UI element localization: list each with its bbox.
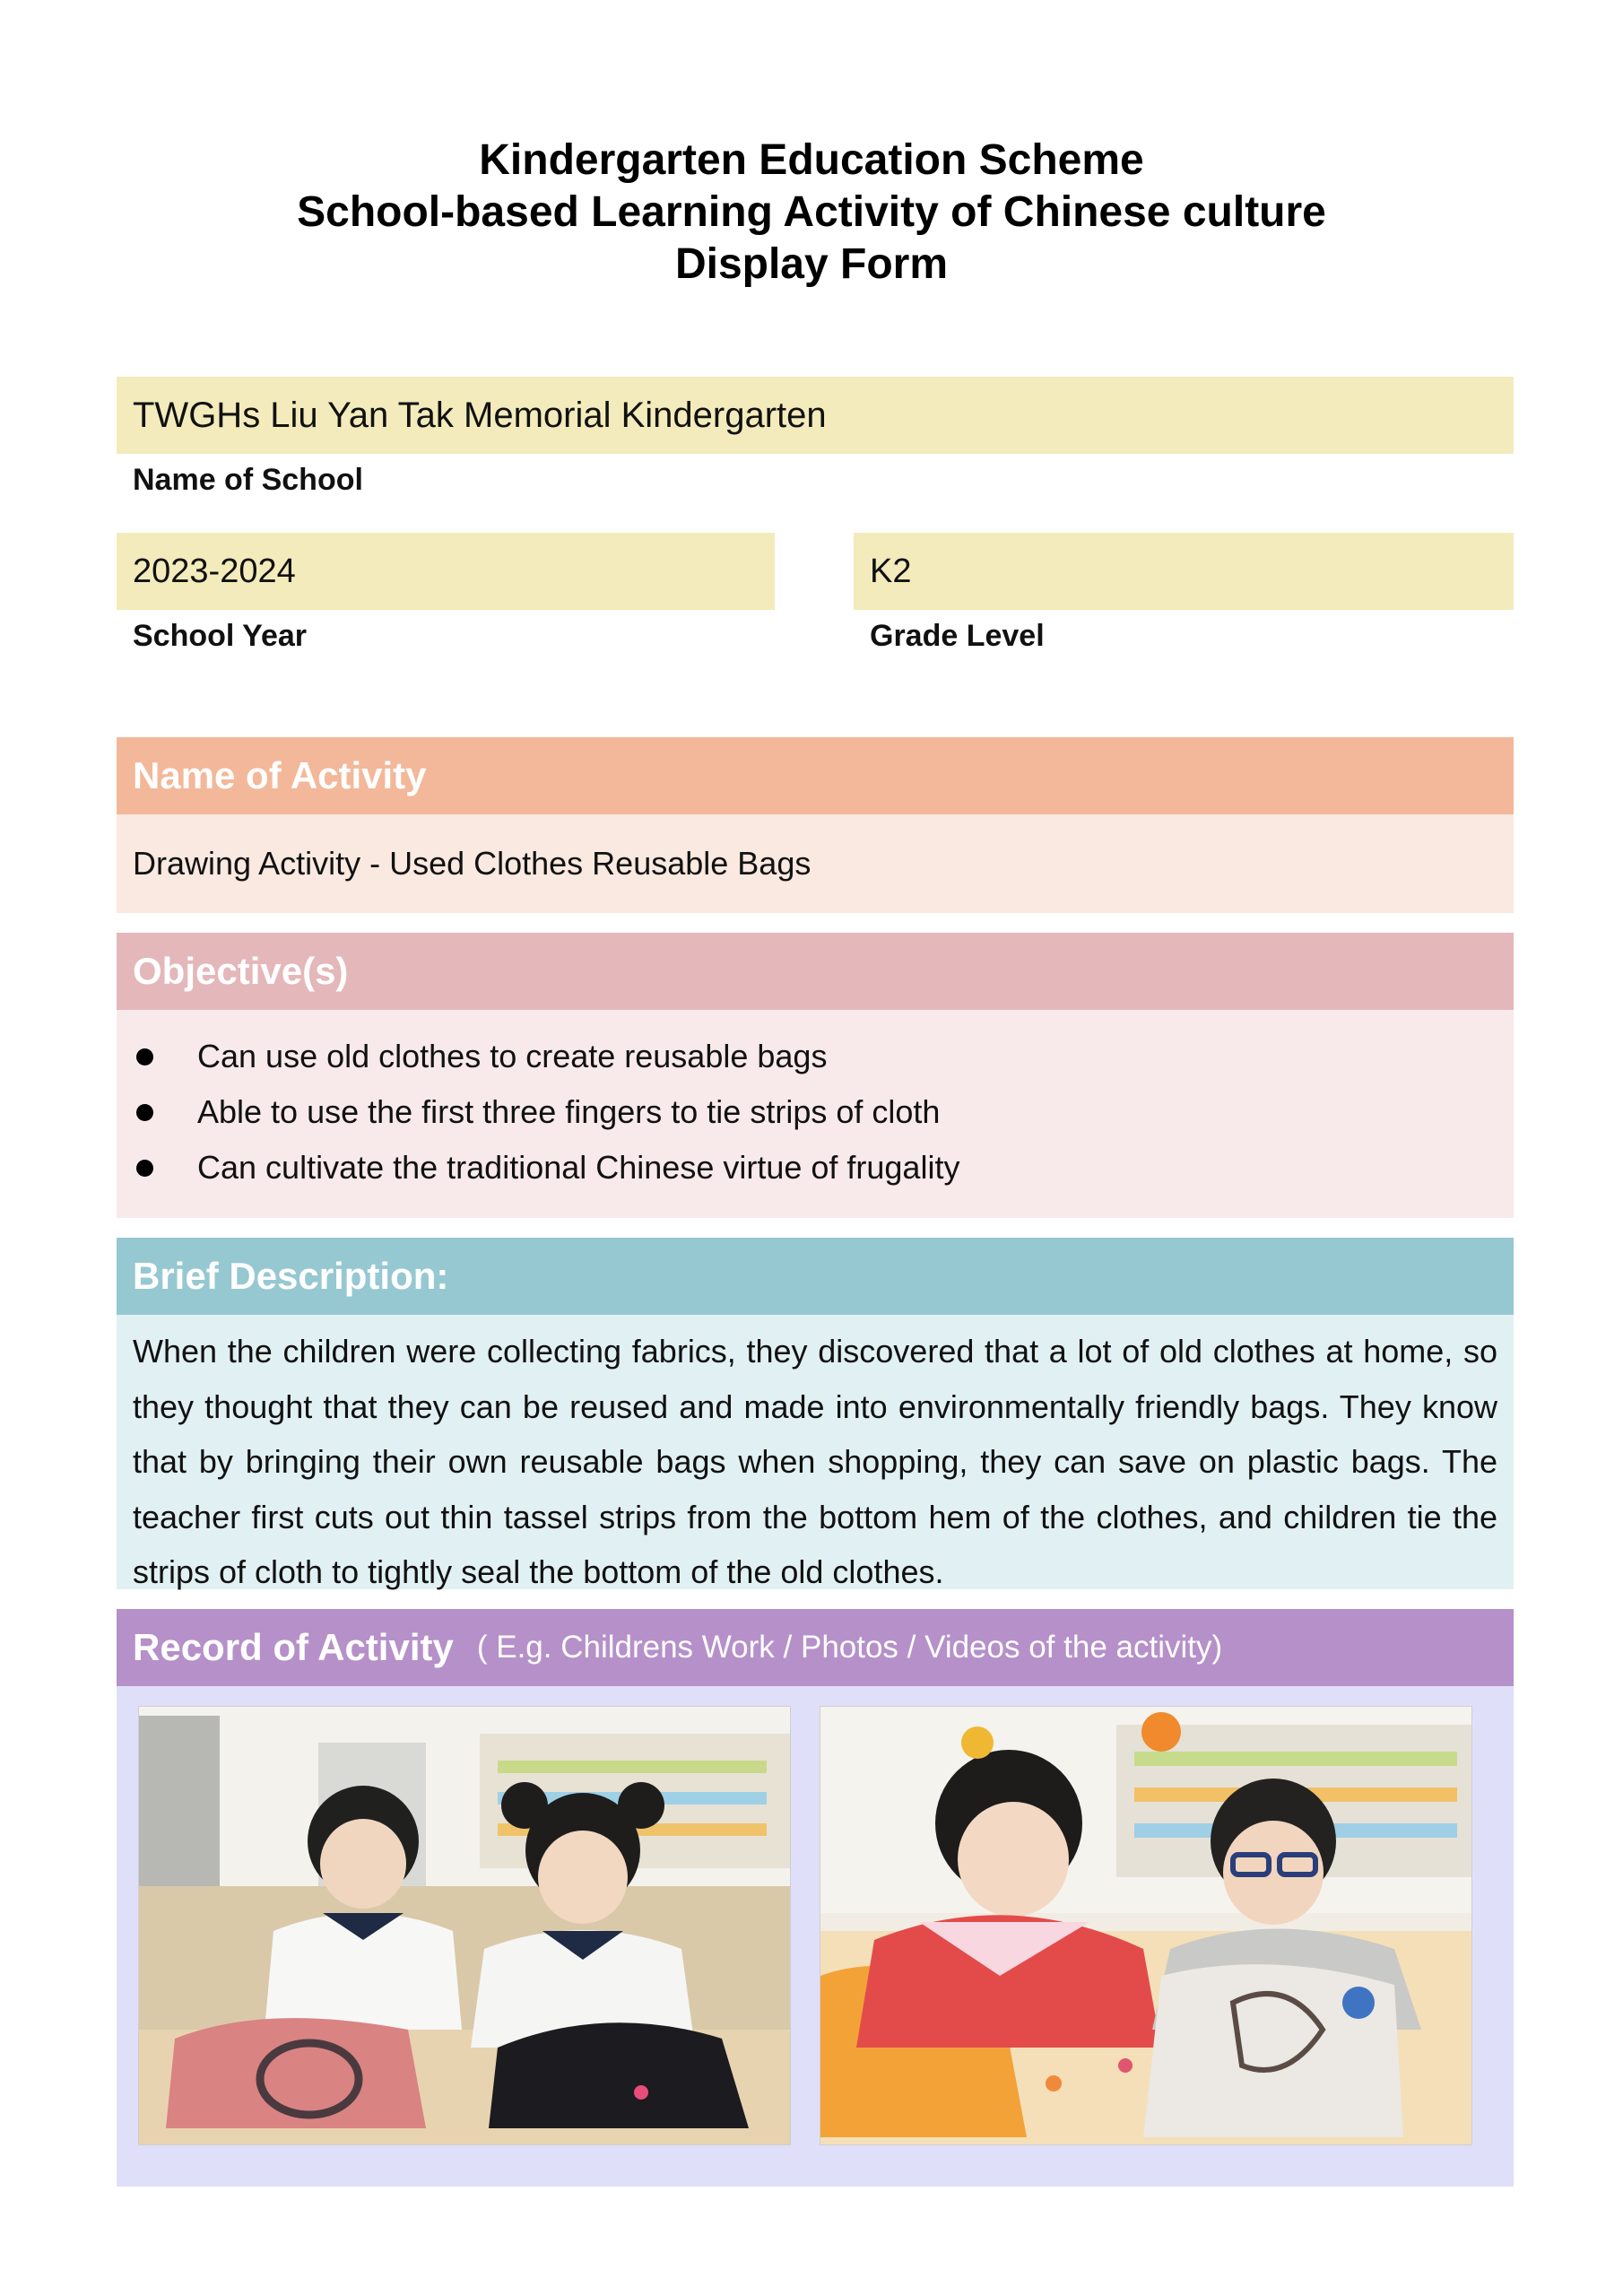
school-year-label: School Year bbox=[133, 619, 308, 653]
grade-level-label: Grade Level bbox=[870, 619, 1045, 653]
grade-level-field bbox=[854, 533, 1514, 610]
bullet-icon bbox=[136, 1160, 153, 1177]
record-heading-text: Record of Activity bbox=[133, 1626, 454, 1668]
description-section-body bbox=[117, 1315, 1514, 1589]
school-name-value: TWGHs Liu Yan Tak Memorial Kindergarten bbox=[133, 395, 827, 435]
activity-section-body bbox=[117, 814, 1514, 913]
photo-2-image bbox=[820, 1707, 1471, 2144]
school-name-field bbox=[117, 377, 1514, 454]
activity-section-heading bbox=[117, 737, 1514, 814]
school-year-value: 2023-2024 bbox=[133, 552, 296, 590]
activity-photo-2 bbox=[820, 1706, 1472, 2145]
title-line-1: Kindergarten Education Scheme bbox=[479, 136, 1144, 184]
objective-text: Can cultivate the traditional Chinese virtue of frugality bbox=[197, 1149, 960, 1186]
bullet-icon bbox=[136, 1048, 153, 1065]
description-text: When the children were collecting fabrics, they discovered that a lot of old clothes at home, so they thought that they can be reused and made into environmentally friendly bags. They know that by bringing their own reusable bags when shopping, they can save on plastic bags. The teacher first cuts out thin tassel strips from the bottom hem of the clothes, and children tie the strips of cloth to tightly seal the bottom of the old clothes. bbox=[133, 1333, 1497, 1590]
objectives-list bbox=[117, 1029, 1514, 1196]
activity-photo-1 bbox=[138, 1706, 791, 2145]
activity-name-value: Drawing Activity - Used Clothes Reusable Bags bbox=[133, 845, 812, 882]
description-heading-text: Brief Description: bbox=[133, 1255, 449, 1297]
record-section-heading bbox=[117, 1609, 1514, 1686]
school-name-label: Name of School bbox=[133, 463, 363, 497]
school-year-field bbox=[117, 533, 775, 610]
grade-level-value: K2 bbox=[870, 552, 912, 590]
form-title bbox=[0, 135, 1623, 291]
activity-heading-text: Name of Activity bbox=[133, 754, 427, 796]
objectives-heading-text: Objective(s) bbox=[133, 950, 349, 992]
record-heading-hint: ( E.g. Childrens Work / Photos / Videos of the activity) bbox=[476, 1630, 1223, 1665]
objectives-section-heading bbox=[117, 933, 1514, 1010]
bullet-icon bbox=[136, 1104, 153, 1121]
objective-item bbox=[117, 1084, 1514, 1140]
objective-text: Can use old clothes to create reusable bags bbox=[197, 1038, 828, 1074]
objective-item bbox=[117, 1140, 1514, 1196]
objective-text: Able to use the first three fingers to tie strips of cloth bbox=[197, 1093, 941, 1130]
title-line-3: Display Form bbox=[674, 240, 949, 288]
objective-item bbox=[117, 1029, 1514, 1084]
description-section-heading bbox=[117, 1238, 1514, 1315]
title-line-2: School-based Learning Activity of Chinese culture bbox=[297, 188, 1326, 236]
objectives-section-body bbox=[117, 1010, 1514, 1218]
photo-1-image bbox=[139, 1707, 790, 2144]
